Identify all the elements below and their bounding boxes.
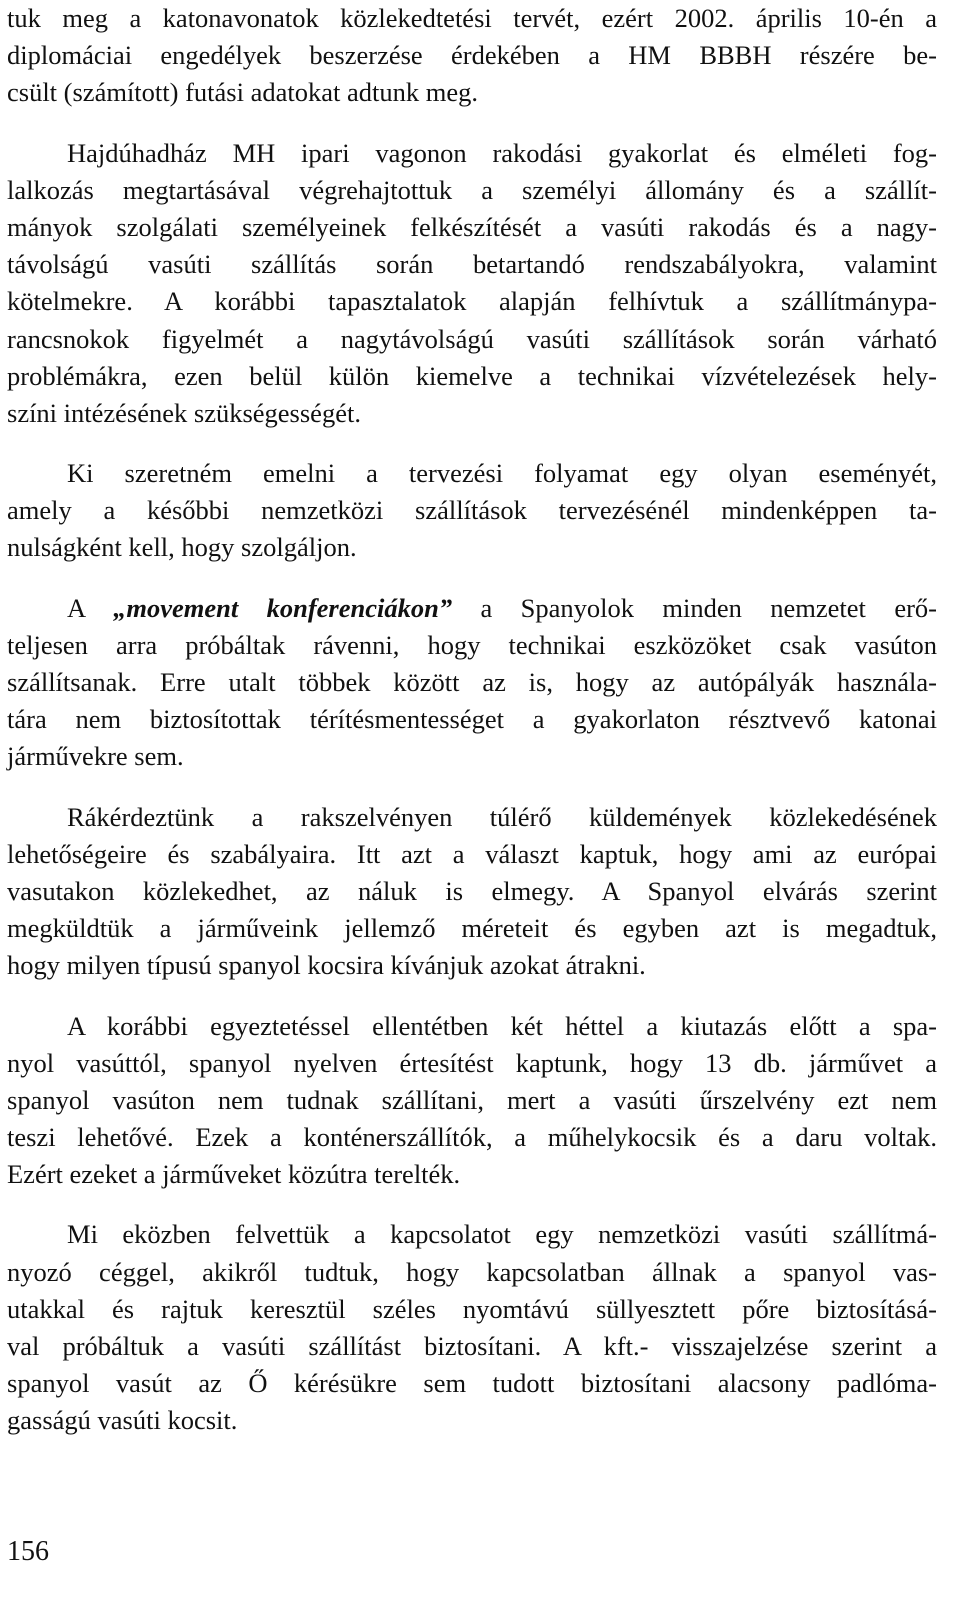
paragraph-3 [7, 455, 937, 567]
paragraph-2 [7, 135, 937, 433]
text-line: spanyol vasúton nem tudnak szállítani, mert a vasúti űrszelvény ezt nem [7, 1084, 937, 1115]
text-line: amely a későbbi nemzetközi szállítások tervezésénél mindenképpen ta- [7, 495, 937, 526]
text-line: problémákra, ezen belül külön kiemelve a technikai vízvételezések hely- [7, 360, 937, 391]
page-body [7, 0, 937, 1440]
emphasized-term: „movement konferenciákon” [113, 592, 453, 623]
text-line: rancsnokok figyelmét a nagytávolságú vasúti szállítások során várható [7, 323, 937, 354]
text-line: lalkozás megtartásával végrehajtottuk a személyi állomány és a szállít- [7, 174, 937, 205]
text-line: távolságú vasúti szállítás során betartandó rendszabályokra, valamint [7, 249, 937, 280]
text-line: teszi lehetővé. Ezek a konténerszállítók, a műhelykocsik és a daru voltak. [7, 1122, 937, 1153]
text-line: diplomáciai engedélyek beszerzése érdekében a HM BBBH részére be- [7, 40, 937, 71]
text-line: kötelmekre. A korábbi tapasztalatok alapján felhívtuk a szállítmánypa- [7, 286, 937, 317]
text-line: tuk meg a katonavonatok közlekedtetési tervét, ezért 2002. április 10-én a [7, 3, 937, 33]
text-line [7, 590, 937, 627]
text-line: megküldtük a járműveink jellemző méreteit és egyben azt is megadtuk, [7, 913, 937, 944]
text-line: színi intézésének szükségességét. [7, 397, 361, 428]
text-line: tára nem biztosítottak térítésmentességet a gyakorlaton résztvevő katonai [7, 704, 937, 735]
text-line: spanyol vasút az Ő kérésükre sem tudott biztosítani alacsony padlóma- [7, 1368, 937, 1399]
text-line: Mi eközben felvettük a kapcsolatot egy nemzetközi vasúti szállítmá- [67, 1219, 937, 1250]
paragraph-6 [7, 1008, 937, 1194]
text-line: mányok szolgálati személyeinek felkészítését a vasúti rakodás és a nagy- [7, 211, 937, 242]
paragraph-5 [7, 799, 937, 985]
text-line: szállítsanak. Erre utalt többek között az is, hogy az autópályák használa- [7, 667, 937, 697]
text-line: gasságú vasúti kocsit. [7, 1405, 238, 1436]
paragraph-7 [7, 1216, 937, 1439]
text-line: nyozó céggel, akikről tudtuk, hogy kapcsolatban állnak a spanyol vas- [7, 1256, 937, 1287]
text-line: Ezért ezeket a járműveket közútra terelték. [7, 1159, 461, 1190]
text-line: lehetőségeire és szabályaira. Itt azt a választ kaptuk, hogy ami az európai [7, 838, 937, 869]
paragraph-4 [7, 590, 937, 776]
line-prefix: A [67, 592, 114, 623]
text-line: járművekre sem. [7, 741, 184, 772]
text-line: teljesen arra próbáltak rávenni, hogy technikai eszközöket csak vasúton [7, 629, 937, 660]
text-line: vasutakon közlekedhet, az náluk is elmegy. A Spanyol elvárás szerint [7, 875, 937, 906]
text-line: Ki szeretném emelni a tervezési folyamat egy olyan eseményét, [67, 458, 937, 489]
text-line: val próbáltuk a vasúti szállítást biztosítani. A kft.- visszajelzése szerint a [7, 1331, 937, 1361]
text-line: hogy milyen típusú spanyol kocsira kívánjuk azokat átrakni. [7, 950, 646, 981]
text-line: Hajdúhadház MH ipari vagonon rakodási gyakorlat és elméleti fog- [67, 137, 937, 168]
text-line: Rákérdeztünk a rakszelvényen túlérő küldemények közlekedésének [67, 801, 937, 832]
text-line: csült (számított) futási adatokat adtunk meg. [7, 77, 478, 108]
text-line: nulságként kell, hogy szolgáljon. [7, 532, 357, 563]
text-line: nyol vasúttól, spanyol nyelven értesítést kaptunk, hogy 13 db. járművet a [7, 1047, 937, 1078]
page-number: 156 [7, 1536, 49, 1567]
text-line: A korábbi egyeztetéssel ellentétben két héttel a kiutazás előtt a spa- [67, 1010, 937, 1041]
line-suffix: a Spanyolok minden nemzetet erő- [452, 592, 937, 623]
paragraph-1 [7, 0, 937, 112]
text-line: utakkal és rajtuk keresztül széles nyomtávú süllyesztett pőre biztosításá- [7, 1293, 937, 1324]
